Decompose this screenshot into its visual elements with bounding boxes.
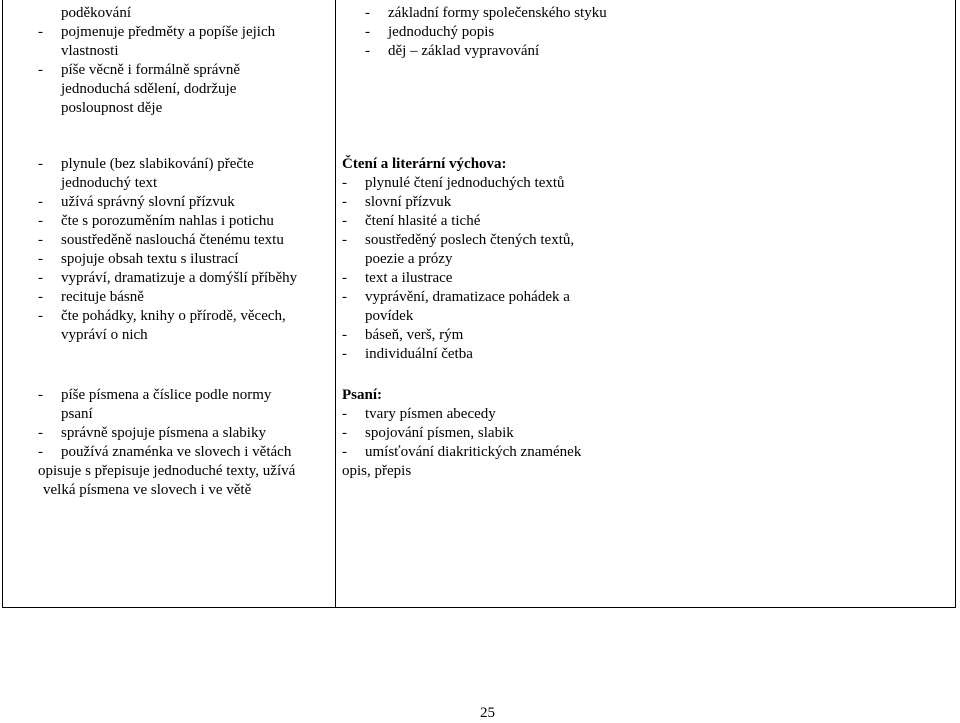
list-item [342,288,570,307]
list-item [61,326,148,345]
list-item [61,405,93,424]
list-item-continuation: velká písmena ve slovech i ve větě [43,482,252,498]
dash-bullet: - [365,24,370,40]
list-item [38,212,274,231]
list-item [342,174,565,193]
list-item-text: text a ilustrace [365,270,453,286]
dash-bullet: - [342,270,347,286]
dash-bullet: - [38,308,43,324]
dash-bullet: - [38,425,43,441]
list-item [365,23,495,42]
dash-bullet: - [38,444,43,460]
list-item [38,250,239,269]
list-item-text: psaní [61,406,93,422]
list-item [38,443,292,462]
dash-bullet: - [38,251,43,267]
list-item-text: povídek [365,308,414,324]
list-item-text: poezie a prózy [365,251,453,267]
list-item-text: jednoduchý popis [388,24,495,40]
list-item [342,193,452,212]
table-right-border [955,0,956,608]
list-item-text: umísťování diakritických znamének [365,444,582,460]
list-item-text: vypráví o nich [61,327,148,343]
list-item-text: posloupnost děje [61,100,163,116]
dash-bullet: - [38,387,43,403]
dash-bullet: - [342,444,347,460]
list-item-text: používá znaménka ve slovech i větách [61,444,292,460]
list-item-text: poděkování [61,5,131,21]
list-item-text: vypráví, dramatizuje a domýšlí příběhy [61,270,298,286]
list-item-text: soustředěný poslech čtených textů, [365,232,575,248]
list-item-text: užívá správný slovní přízvuk [61,194,235,210]
list-item-text: soustředěně naslouchá čtenému textu [61,232,284,248]
dash-bullet: - [342,289,347,305]
list-item [38,307,286,326]
list-item [38,288,144,307]
table-bottom-border [2,607,956,608]
list-item-text: píše písmena a číslice podle normy [61,387,272,403]
list-item [342,212,481,231]
dash-bullet: - [38,213,43,229]
reading-heading: Čtení a literární výchova: [342,156,507,172]
dash-bullet: - [342,213,347,229]
list-item-text: píše věcně i formálně správně [61,62,241,78]
dash-bullet: - [38,194,43,210]
list-item-text: správně spojuje písmena a slabiky [61,425,266,441]
list-item-text: spojování písmen, slabik [365,425,514,441]
dash-bullet: - [38,270,43,286]
list-item-text: čte pohádky, knihy o přírodě, věcech, [61,308,286,324]
dash-bullet: - [342,232,347,248]
dash-bullet: - [342,346,347,362]
list-item [365,307,413,326]
list-item-text: čte s porozuměním nahlas i potichu [61,213,274,229]
list-item-text: jednoduchý text [61,175,158,191]
writing-heading: Psaní: [342,387,383,403]
list-item-text: jednoduchá sdělení, dodržuje [61,81,237,97]
dash-bullet: - [342,175,347,191]
list-item-text: spojuje obsah textu s ilustrací [61,251,239,267]
list-item-text: individuální četba [365,346,473,362]
list-item-continuation: opisuje s přepisuje jednoduché texty, užívá [38,463,296,479]
list-item-text: děj – základ vypravování [388,43,540,59]
dash-bullet: - [38,289,43,305]
list-item-text: pojmenuje předměty a popíše jejich [61,24,276,40]
dash-bullet: - [342,327,347,343]
list-item [365,42,540,61]
list-item [61,99,162,118]
table-middle-border [335,0,336,608]
list-item-text: vyprávění, dramatizace pohádek a [365,289,570,305]
dash-bullet: - [38,232,43,248]
list-item [38,231,284,250]
list-item [342,269,453,288]
dash-bullet: - [342,194,347,210]
dash-bullet: - [38,24,43,40]
list-item [38,193,235,212]
list-item [38,155,254,174]
list-item-text: vlastnosti [61,43,119,59]
list-item [38,386,272,405]
list-item [342,345,473,364]
list-item [61,42,119,61]
list-item [61,4,131,23]
dash-bullet: - [342,406,347,422]
list-item-text: plynulé čtení jednoduchých textů [365,175,565,191]
page-number: 25 [480,705,495,721]
list-item [342,443,582,462]
list-item [342,231,575,250]
list-item-text: plynule (bez slabikování) přečte [61,156,254,172]
list-item-continuation: opis, přepis [342,463,412,479]
list-item [38,61,241,80]
list-item [365,4,607,23]
list-item [38,23,276,42]
dash-bullet: - [365,5,370,21]
list-item [365,250,452,269]
dash-bullet: - [38,156,43,172]
table-left-border [2,0,3,608]
dash-bullet: - [365,43,370,59]
list-item-text: tvary písmen abecedy [365,406,496,422]
list-item-text: základní formy společenského styku [388,5,607,21]
list-item [61,80,236,99]
list-item [342,405,496,424]
list-item [61,174,157,193]
list-item-text: recituje básně [61,289,144,305]
list-item [342,424,514,443]
dash-bullet: - [342,425,347,441]
list-item [342,326,464,345]
list-item [38,269,298,288]
list-item-text: slovní přízvuk [365,194,452,210]
list-item [38,424,266,443]
dash-bullet: - [38,62,43,78]
list-item-text: báseň, verš, rým [365,327,464,343]
list-item-text: čtení hlasité a tiché [365,213,481,229]
